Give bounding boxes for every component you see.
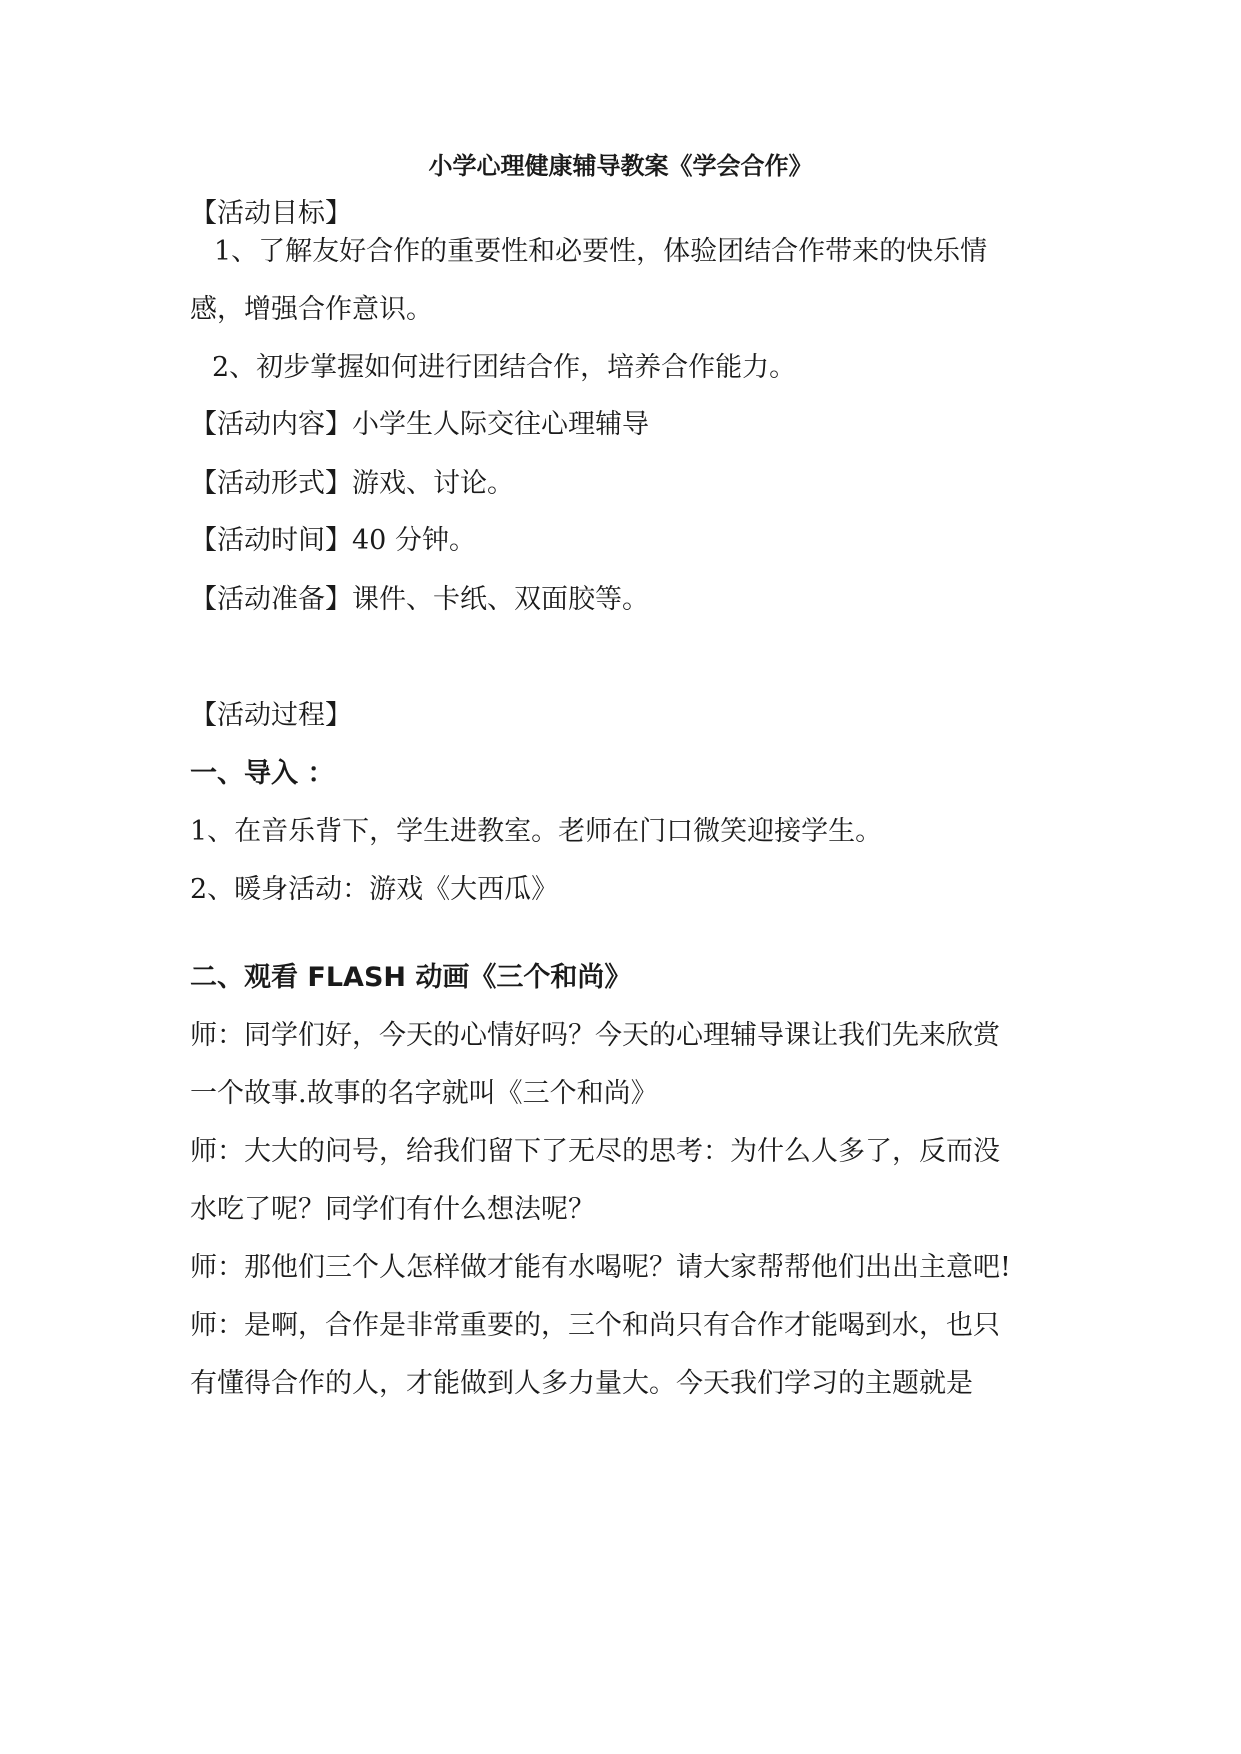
paragraph-2-line-2: 水吃了呢？同学们有什么想法呢？: [190, 1194, 595, 1225]
objective-1-line-2: 感，增强合作意识。: [190, 294, 433, 325]
paragraph-3: 师：那他们三个人怎样做才能有水喝呢？请大家帮帮他们出出主意吧!: [190, 1252, 1011, 1283]
process-header: 【活动过程】: [190, 700, 352, 731]
objectives-header: 【活动目标】: [190, 198, 352, 229]
section-1-item-2: 2、暖身活动：游戏《大西瓜》: [190, 874, 559, 905]
objective-2: 2、初步掌握如何进行团结合作，培养合作能力。: [212, 352, 797, 383]
paragraph-4-line-1: 师：是啊，合作是非常重要的，三个和尚只有合作才能喝到水，也只: [190, 1310, 1000, 1341]
activity-form: 【活动形式】游戏、讨论。: [190, 468, 514, 499]
section-2-heading: 二、观看 FLASH 动画《三个和尚》: [190, 962, 632, 993]
activity-content: 【活动内容】小学生人际交往心理辅导: [190, 409, 649, 440]
section-1-item-1: 1、在音乐背下，学生进教室。老师在门口微笑迎接学生。: [190, 816, 883, 847]
paragraph-4-line-2: 有懂得合作的人，才能做到人多力量大。今天我们学习的主题就是: [190, 1368, 973, 1399]
paragraph-2-line-1: 师：大大的问号，给我们留下了无尽的思考：为什么人多了，反而没: [190, 1136, 1000, 1167]
paragraph-1-line-1: 师：同学们好，今天的心情好吗？今天的心理辅导课让我们先来欣赏: [190, 1020, 1000, 1051]
objective-1-line-1: 1、了解友好合作的重要性和必要性，体验团结合作带来的快乐情: [214, 236, 988, 267]
activity-preparation: 【活动准备】课件、卡纸、双面胶等。: [190, 584, 649, 615]
paragraph-1-line-2: 一个故事.故事的名字就叫《三个和尚》: [190, 1078, 658, 1109]
document-title: 小学心理健康辅导教案《学会合作》: [428, 152, 813, 180]
activity-time: 【活动时间】40 分钟。: [190, 525, 476, 556]
section-1-heading: 一、导入 ：: [190, 758, 335, 789]
